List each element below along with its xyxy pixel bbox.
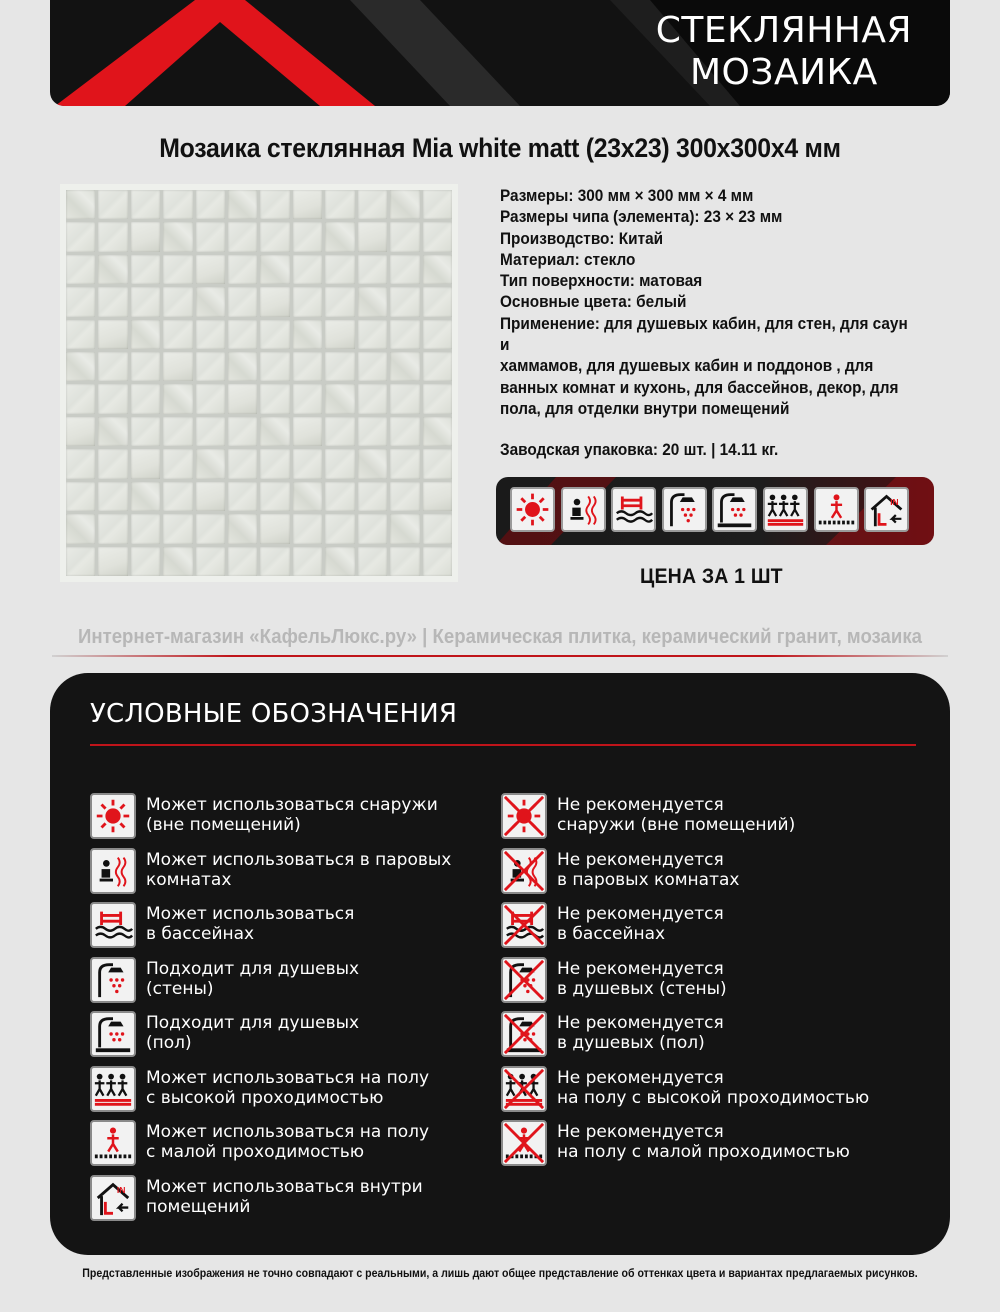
mosaic-chip bbox=[131, 384, 160, 413]
product-title: Мозаика стеклянная Mia white matt (23x23) 300x300x4 мм bbox=[159, 133, 841, 163]
legend-item-line1: Не рекомендуется bbox=[557, 904, 724, 924]
mosaic-chip bbox=[325, 320, 354, 349]
spec-line: Применение: для душевых кабин, для стен, для саун и bbox=[500, 314, 908, 355]
mosaic-chip bbox=[228, 384, 257, 413]
mosaic-chip bbox=[98, 222, 127, 251]
header-banner bbox=[50, 0, 950, 106]
mosaic-chip bbox=[98, 320, 127, 349]
legend-item-text bbox=[557, 902, 724, 944]
mosaic-chip bbox=[98, 417, 127, 446]
mosaic-chip bbox=[66, 352, 95, 381]
mosaic-chip bbox=[293, 417, 322, 446]
mosaic-chip bbox=[325, 514, 354, 543]
legend-title: УСЛОВНЫЕ ОБОЗНАЧЕНИЯ bbox=[90, 699, 458, 729]
legend-item-text bbox=[557, 1011, 724, 1053]
legend-item bbox=[90, 957, 480, 1003]
spec-line: хаммамов, для душевых кабин и поддонов , для bbox=[500, 357, 874, 376]
legend-item-text bbox=[557, 793, 795, 835]
mosaic-chip bbox=[196, 287, 225, 316]
spec-line: Основные цвета: белый bbox=[500, 293, 687, 312]
mosaic-chip bbox=[260, 287, 289, 316]
legend-rule bbox=[90, 744, 916, 746]
steam-room-crossed-icon bbox=[501, 848, 547, 894]
mosaic-chip bbox=[228, 482, 257, 511]
mosaic-chip bbox=[196, 384, 225, 413]
svg-text:IN: IN bbox=[116, 1184, 126, 1195]
legend-item-line1: Не рекомендуется bbox=[557, 958, 724, 979]
spec-line: Тип поверхности: матовая bbox=[500, 272, 703, 291]
mosaic-chip bbox=[260, 449, 289, 478]
legend-item bbox=[90, 1120, 480, 1166]
usage-icons bbox=[510, 487, 909, 532]
mosaic-chip bbox=[196, 352, 225, 381]
spec-line: Размеры чипа (элемента): 23 × 23 мм bbox=[500, 208, 783, 227]
mosaic-chip bbox=[423, 255, 452, 284]
mosaic-chip bbox=[358, 547, 387, 576]
legend-item-text bbox=[146, 793, 438, 835]
mosaic-chip bbox=[66, 449, 95, 478]
mosaic-chip bbox=[423, 287, 452, 316]
mosaic-chip bbox=[358, 514, 387, 543]
mosaic-chip bbox=[325, 417, 354, 446]
mosaic-chip bbox=[228, 449, 257, 478]
mosaic-chip bbox=[196, 449, 225, 478]
legend-item-line2: в бассейнах bbox=[557, 924, 666, 944]
mosaic-chip bbox=[228, 417, 257, 446]
indoor-icon bbox=[90, 1175, 136, 1221]
mosaic-chip bbox=[358, 222, 387, 251]
legend-item-line1: Может использоваться bbox=[146, 904, 355, 924]
mosaic-chip bbox=[325, 190, 354, 219]
shop-tagline: Интернет-магазин «КафельЛюкс.ру» | Керамическая плитка, керамический гранит, мозаика bbox=[77, 626, 923, 648]
mosaic-chip bbox=[98, 384, 127, 413]
legend-item bbox=[501, 1011, 891, 1057]
legend-item bbox=[90, 1066, 480, 1112]
legend-item-line2: с малой проходимостью bbox=[146, 1142, 365, 1162]
legend-item bbox=[501, 793, 891, 839]
legend-item bbox=[501, 902, 891, 948]
legend-item-line2: в душевых (стены) bbox=[557, 978, 727, 999]
mosaic-chip bbox=[423, 384, 452, 413]
mosaic-chip bbox=[358, 190, 387, 219]
mosaic-chip bbox=[423, 514, 452, 543]
legend-item-text bbox=[146, 1011, 359, 1053]
mosaic-chip bbox=[98, 287, 127, 316]
sun-icon bbox=[90, 793, 136, 839]
mosaic-chip bbox=[260, 190, 289, 219]
mosaic-chip bbox=[358, 417, 387, 446]
mosaic-chip bbox=[423, 352, 452, 381]
legend-item bbox=[90, 1011, 480, 1057]
spec-line: пола, для отделки внутри помещений bbox=[500, 399, 790, 418]
mosaic-chip bbox=[260, 320, 289, 349]
mosaic-chip bbox=[423, 482, 452, 511]
mosaic-chip bbox=[163, 190, 192, 219]
mosaic-chip bbox=[358, 482, 387, 511]
legend-item-text bbox=[146, 1175, 423, 1217]
legend-item-line2: с высокой проходимостью bbox=[146, 1087, 384, 1108]
mosaic-chip bbox=[390, 190, 419, 219]
banner-title bbox=[656, 10, 912, 94]
mosaic-chip bbox=[196, 514, 225, 543]
shower-floor-icon bbox=[90, 1011, 136, 1057]
product-specs bbox=[500, 186, 909, 420]
mosaic-chip bbox=[423, 222, 452, 251]
product-image bbox=[60, 184, 458, 582]
shower-floor-crossed-icon bbox=[501, 1011, 547, 1057]
mosaic-chip bbox=[163, 287, 192, 316]
mosaic-chip bbox=[390, 417, 419, 446]
legend-item bbox=[501, 957, 891, 1003]
legend-item-line2: (пол) bbox=[146, 1033, 192, 1053]
mosaic-chip bbox=[390, 547, 419, 576]
mosaic-chip bbox=[260, 384, 289, 413]
mosaic-chip bbox=[131, 222, 160, 251]
pool-crossed-icon bbox=[501, 902, 547, 948]
mosaic-chip bbox=[293, 384, 322, 413]
mosaic-chip bbox=[228, 287, 257, 316]
mosaic-chip bbox=[390, 514, 419, 543]
legend-item-line2: (стены) bbox=[146, 978, 214, 999]
mosaic-chip bbox=[163, 384, 192, 413]
mosaic-chip bbox=[196, 547, 225, 576]
legend-item-line2: помещений bbox=[146, 1196, 251, 1217]
mosaic-chip bbox=[98, 547, 127, 576]
mosaic-chip bbox=[66, 255, 95, 284]
mosaic-chip bbox=[260, 417, 289, 446]
legend-item-line2: на полу с малой проходимостью bbox=[557, 1142, 850, 1162]
mosaic-chip bbox=[293, 190, 322, 219]
mosaic-chip bbox=[131, 417, 160, 446]
mosaic-chip bbox=[390, 352, 419, 381]
mosaic-chip bbox=[325, 352, 354, 381]
pool-icon bbox=[90, 902, 136, 948]
spec-line: ванных комнат и кухонь, для бассейнов, декор, для bbox=[500, 378, 899, 397]
mosaic-chip bbox=[293, 287, 322, 316]
pool-icon bbox=[611, 487, 656, 532]
mosaic-chip bbox=[423, 320, 452, 349]
mosaic-chip bbox=[228, 514, 257, 543]
legend-item-line1: Подходит для душевых bbox=[146, 958, 360, 979]
legend-item-text bbox=[146, 957, 359, 999]
high-traffic-crossed-icon bbox=[501, 1066, 547, 1112]
legend-item-line2: снаружи (вне помещений) bbox=[557, 815, 796, 835]
mosaic-chip bbox=[260, 482, 289, 511]
mosaic-chip bbox=[66, 482, 95, 511]
mosaic-chip bbox=[131, 320, 160, 349]
legend-item-line1: Подходит для душевых bbox=[146, 1013, 360, 1033]
packaging-info: Заводская упаковка: 20 шт. | 14.11 кг. bbox=[500, 441, 779, 459]
mosaic-chip bbox=[66, 384, 95, 413]
red-divider bbox=[52, 655, 948, 657]
mosaic-chip bbox=[98, 190, 127, 219]
legend-item-text bbox=[557, 957, 727, 999]
mosaic-chip bbox=[325, 222, 354, 251]
mosaic-chip bbox=[390, 255, 419, 284]
mosaic-chip bbox=[260, 222, 289, 251]
shower-floor-icon bbox=[712, 487, 757, 532]
legend-item-text bbox=[146, 902, 354, 944]
mosaic-chip bbox=[260, 352, 289, 381]
mosaic-chip bbox=[66, 514, 95, 543]
low-traffic-icon bbox=[814, 487, 859, 532]
legend-panel bbox=[50, 673, 950, 1255]
sun-crossed-icon bbox=[501, 793, 547, 839]
mosaic-chip bbox=[358, 287, 387, 316]
mosaic-chip bbox=[131, 449, 160, 478]
mosaic-chip bbox=[131, 255, 160, 284]
legend-item bbox=[90, 902, 480, 948]
mosaic-chip bbox=[163, 417, 192, 446]
legend-item-text bbox=[146, 1066, 429, 1108]
mosaic-chip bbox=[228, 547, 257, 576]
mosaic-chip bbox=[163, 514, 192, 543]
mosaic-chip bbox=[98, 482, 127, 511]
mosaic-chip bbox=[163, 222, 192, 251]
mosaic-chip bbox=[131, 547, 160, 576]
mosaic-chip bbox=[163, 352, 192, 381]
legend-item bbox=[90, 848, 480, 894]
spec-line: Материал: стекло bbox=[500, 250, 636, 269]
legend-item bbox=[90, 1175, 480, 1221]
mosaic-chip bbox=[358, 449, 387, 478]
mosaic-chip bbox=[293, 547, 322, 576]
legend-item-line2: в душевых (пол) bbox=[557, 1033, 705, 1053]
shower-wall-icon bbox=[90, 957, 136, 1003]
mosaic-chip bbox=[66, 287, 95, 316]
mosaic-chip bbox=[358, 352, 387, 381]
steam-room-icon bbox=[561, 487, 606, 532]
mosaic-chip bbox=[423, 547, 452, 576]
legend-item-text bbox=[557, 1066, 869, 1108]
mosaic-chip bbox=[196, 222, 225, 251]
mosaic-chip bbox=[325, 547, 354, 576]
legend-item-line2: (вне помещений) bbox=[146, 815, 301, 835]
svg-text:IN: IN bbox=[890, 496, 899, 507]
mosaic-chip bbox=[163, 547, 192, 576]
legend-item bbox=[501, 1066, 891, 1112]
mosaic-chip bbox=[358, 255, 387, 284]
mosaic-chip bbox=[131, 287, 160, 316]
mosaic-chip bbox=[196, 417, 225, 446]
legend-item bbox=[501, 1120, 891, 1166]
legend-item-line1: Не рекомендуется bbox=[557, 1122, 724, 1142]
mosaic-chip bbox=[325, 482, 354, 511]
mosaic-chip bbox=[66, 190, 95, 219]
mosaic-chip bbox=[131, 352, 160, 381]
mosaic-chip bbox=[98, 449, 127, 478]
banner-title-line2: МОЗАИКА bbox=[689, 52, 878, 93]
mosaic-chip bbox=[98, 255, 127, 284]
spec-line: Размеры: 300 мм × 300 мм × 4 мм bbox=[500, 187, 754, 205]
price-label: ЦЕНА ЗА 1 ШТ bbox=[640, 565, 783, 588]
mosaic-chip bbox=[423, 190, 452, 219]
mosaic-chip bbox=[196, 255, 225, 284]
mosaic-chip bbox=[293, 320, 322, 349]
mosaic-chip bbox=[163, 449, 192, 478]
mosaic-chip bbox=[163, 255, 192, 284]
legend-item-line2: на полу с высокой проходимостью bbox=[557, 1087, 870, 1108]
mosaic-chip bbox=[293, 482, 322, 511]
low-traffic-crossed-icon bbox=[501, 1120, 547, 1166]
mosaic-chip bbox=[228, 190, 257, 219]
disclaimer: Представленные изображения не точно совпадают с реальными, а лишь дают общее представление об оттенках цвета и вариантах предлагаемых рисунков. bbox=[82, 1268, 918, 1280]
legend-item-line2: в паровых комнатах bbox=[557, 869, 740, 890]
mosaic-chip bbox=[390, 320, 419, 349]
low-traffic-icon bbox=[90, 1120, 136, 1166]
mosaic-chip bbox=[390, 287, 419, 316]
mosaic-chip bbox=[390, 482, 419, 511]
mosaic-chip bbox=[325, 449, 354, 478]
mosaic-chip bbox=[131, 190, 160, 219]
mosaic-chip bbox=[325, 287, 354, 316]
usage-icon-bar bbox=[496, 477, 934, 545]
legend-item-line1: Может использоваться в паровых bbox=[146, 849, 452, 870]
shower-wall-crossed-icon bbox=[501, 957, 547, 1003]
mosaic-chip bbox=[293, 449, 322, 478]
mosaic-chip bbox=[163, 482, 192, 511]
mosaic-chip bbox=[196, 320, 225, 349]
mosaic-chip bbox=[98, 514, 127, 543]
mosaic-chip bbox=[163, 320, 192, 349]
mosaic-chip bbox=[423, 417, 452, 446]
banner-title-line1: СТЕКЛЯННАЯ bbox=[655, 10, 912, 51]
legend-item-text bbox=[557, 1120, 850, 1162]
mosaic-chip bbox=[293, 514, 322, 543]
legend-item bbox=[90, 793, 480, 839]
mosaic-chip bbox=[196, 482, 225, 511]
legend-item-line1: Может использоваться на полу bbox=[146, 1122, 430, 1142]
legend-item-line1: Не рекомендуется bbox=[557, 1013, 724, 1033]
legend-item-line2: в бассейнах bbox=[146, 924, 255, 944]
legend-item-text bbox=[557, 848, 739, 890]
mosaic-chip bbox=[131, 482, 160, 511]
mosaic-chip bbox=[66, 547, 95, 576]
mosaic-chip bbox=[293, 222, 322, 251]
mosaic-chip bbox=[66, 417, 95, 446]
mosaic-grid bbox=[66, 190, 452, 576]
mosaic-chip bbox=[228, 320, 257, 349]
legend-item-text bbox=[146, 848, 451, 890]
mosaic-chip bbox=[358, 384, 387, 413]
legend-item-line1: Не рекомендуется bbox=[557, 795, 724, 815]
high-traffic-icon bbox=[90, 1066, 136, 1112]
steam-room-icon bbox=[90, 848, 136, 894]
legend-item-line1: Не рекомендуется bbox=[557, 849, 724, 870]
mosaic-chip bbox=[131, 514, 160, 543]
high-traffic-icon bbox=[763, 487, 808, 532]
mosaic-chip bbox=[228, 255, 257, 284]
mosaic-chip bbox=[293, 255, 322, 284]
legend-item-line2: комнатах bbox=[146, 869, 232, 890]
mosaic-chip bbox=[423, 449, 452, 478]
mosaic-chip bbox=[260, 547, 289, 576]
mosaic-chip bbox=[228, 222, 257, 251]
mosaic-chip bbox=[325, 255, 354, 284]
legend-item-line1: Может использоваться внутри bbox=[146, 1176, 423, 1197]
mosaic-chip bbox=[358, 320, 387, 349]
legend-item-text bbox=[146, 1120, 429, 1162]
mosaic-chip bbox=[66, 222, 95, 251]
mosaic-chip bbox=[390, 222, 419, 251]
mosaic-chip bbox=[98, 352, 127, 381]
legend-item-line1: Может использоваться снаружи bbox=[146, 795, 438, 815]
spec-line: Производство: Китай bbox=[500, 229, 664, 248]
mosaic-chip bbox=[293, 352, 322, 381]
legend-item bbox=[501, 848, 891, 894]
mosaic-chip bbox=[260, 514, 289, 543]
mosaic-chip bbox=[228, 352, 257, 381]
mosaic-chip bbox=[260, 255, 289, 284]
indoor-icon bbox=[864, 487, 909, 532]
legend-item-line1: Может использоваться на полу bbox=[146, 1067, 430, 1088]
mosaic-chip bbox=[196, 190, 225, 219]
mosaic-chip bbox=[325, 384, 354, 413]
mosaic-chip bbox=[390, 384, 419, 413]
mosaic-chip bbox=[66, 320, 95, 349]
legend-item-line1: Не рекомендуется bbox=[557, 1067, 724, 1088]
sun-icon bbox=[510, 487, 555, 532]
shower-wall-icon bbox=[662, 487, 707, 532]
mosaic-chip bbox=[390, 449, 419, 478]
